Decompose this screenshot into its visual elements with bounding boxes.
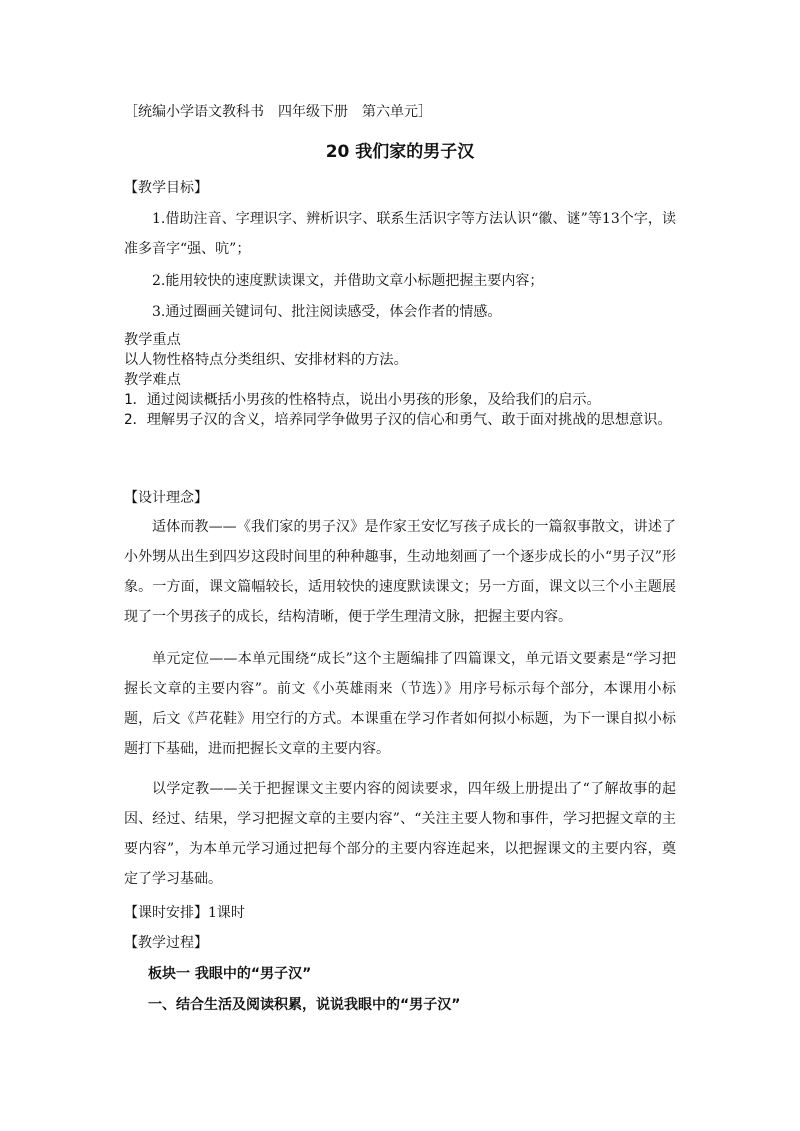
objective-1: 1.借助注音、字理识字、辨析识字、联系生活识字等方法认识“徽、谜”等13个字，读准多音字“强、吭”； xyxy=(124,211,676,257)
block-1-heading: 板块一 我眼中的“男子汉” xyxy=(148,966,312,982)
key-point-text: 以人物性格特点分类组织、安排材料的方法。 xyxy=(124,352,408,368)
design-paragraph-1: 适体而教——《我们家的男子汉》是作家王安忆写孩子成长的一篇叙事散文，讲述了小外甥从出生到四岁这段时间里的种种趣事，生动地刻画了一个逐步成长的小“男子汉”形象。一方面，课文篇幅较长，适用较快的速度默读课文；另一方面，课文以三个小主题展现了一个男孩子的成长，结构清晰，便于学生理清文脉，把握主要内容。 xyxy=(124,519,676,625)
key-point-heading: 教学重点 xyxy=(124,332,181,348)
schedule-line: 【课时安排】1课时 xyxy=(124,905,245,921)
step-1-heading: 一、结合生活及阅读积累，说说我眼中的“男子汉” xyxy=(148,997,461,1013)
design-heading: 【设计理念】 xyxy=(124,490,208,506)
objectives-heading: 【教学目标】 xyxy=(124,180,208,196)
textbook-header: ［统编小学语文教科书 四年级下册 第六单元］ xyxy=(124,104,432,120)
design-paragraph-3: 以学定教——关于把握课文主要内容的阅读要求，四年级上册提出了“了解故事的起因、经过、结果，学习把握文章的主要内容”、“关注主要人物和事件，学习把握文章的主要内容”，为本单元学习通过把每个部分的主要内容连起来，以把握课文的主要内容，奠定了学习基础。 xyxy=(124,781,676,887)
objective-2: 2.能用较快的速度默读课文，并借助文章小标题把握主要内容； xyxy=(152,273,544,289)
process-heading: 【教学过程】 xyxy=(124,935,208,951)
difficult-point-2: 2．理解男子汉的含义，培养同学争做男子汉的信心和勇气、敢于面对挑战的思想意识。 xyxy=(124,412,672,428)
difficult-point-heading: 教学难点 xyxy=(124,372,181,388)
difficult-point-1: 1．通过阅读概括小男孩的性格特点，说出小男孩的形象，及给我们的启示。 xyxy=(124,392,601,408)
objective-3: 3.通过圈画关键词句、批注阅读感受，体会作者的情感。 xyxy=(152,304,502,320)
lesson-title: 20 我们家的男子汉 xyxy=(325,142,475,162)
design-paragraph-2: 单元定位——本单元围绕“成长”这个主题编排了四篇课文，单元语文要素是“学习把握长文章的主要内容”。前文《小英雄雨来（节选）》用序号标示每个部分，本课用小标题，后文《芦花鞋》用空行的方式。本课重在学习作者如何拟小标题，为下一课自拟小标题打下基础，进而把握长文章的主要内容。 xyxy=(124,651,676,757)
